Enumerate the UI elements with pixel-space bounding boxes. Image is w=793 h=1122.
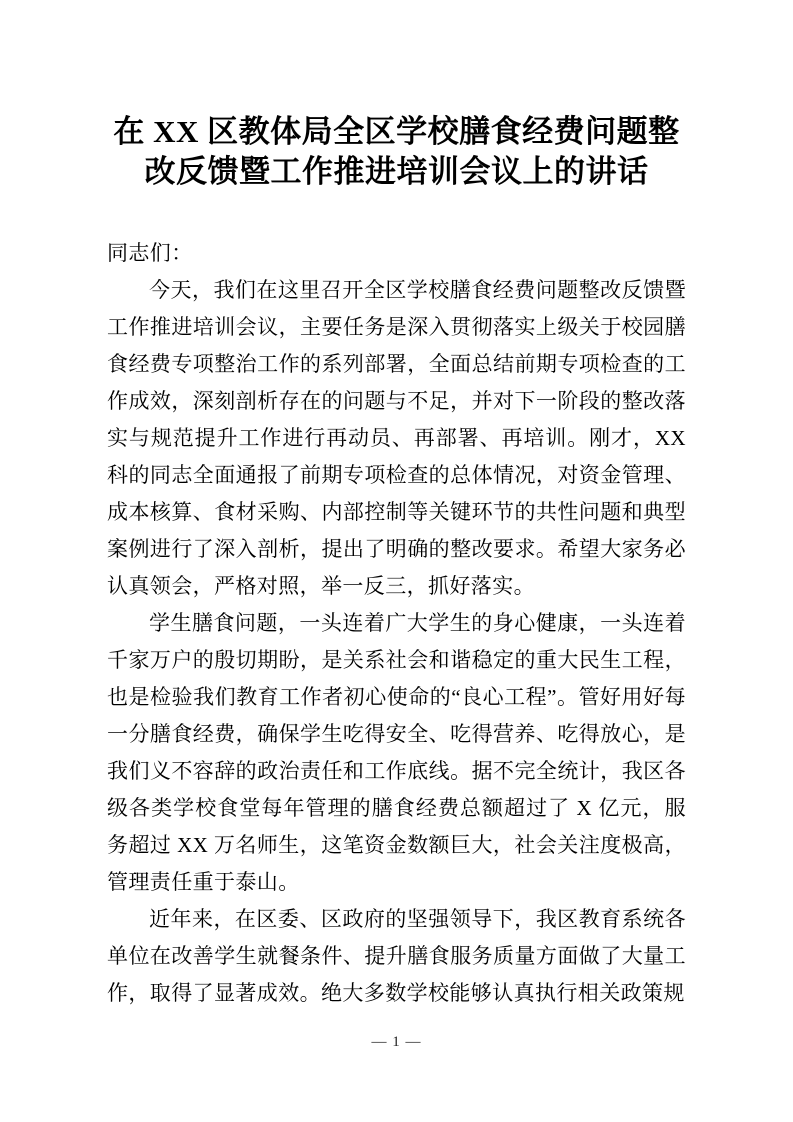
document-title — [107, 112, 686, 192]
salutation: 同志们： — [107, 241, 193, 265]
paragraph-1: 今天，我们在这里召开全区学校膳食经费问题整改反馈暨工作推进培训会议，主要任务是深入贯彻落实上级关于校园膳食经费专项整治工作的系列部署，全面总结前期专项检查的工作成效，深刻剖析存在的问题与不足，并对下一阶段的整改落实与规范提升工作进行再动员、再部署、再培训。刚才，XX 科的同志全面通报了前期专项检查的总体情况，对资金管理、成本核算、食材采购、内部控制等关键环节的共性问题和典型案例进行了深入剖析，提出了明确的整改要求。希望大家务必认真领会，严格对照，举一反三，抓好落实。 — [107, 278, 686, 598]
paragraph-3: 近年来，在区委、区政府的坚强领导下，我区教育系统各单位在改善学生就餐条件、提升膳食服务质量方面做了大量工作，取得了显著成效。绝大多数学校能够认真执行相关政策规 — [107, 907, 686, 1005]
title-line-1: 在 XX 区教体局全区学校膳食经费问题整 — [113, 114, 680, 149]
document-body — [107, 235, 686, 1012]
title-line-2: 改反馈暨工作推进培训会议上的讲话 — [144, 154, 649, 189]
page-number: — 1 — — [371, 1034, 422, 1050]
paragraph-2: 学生膳食问题，一头连着广大学生的身心健康，一头连着千家万户的殷切期盼，是关系社会和谐稳定的重大民生工程，也是检验我们教育工作者初心使命的“良心工程”。管好用好每一分膳食经费，确保学生吃得安全、吃得营养、吃得放心，是我们义不容辞的政治责任和工作底线。据不完全统计，我区各级各类学校食堂每年管理的膳食经费总额超过了 X 亿元，服务超过 XX 万名师生，这笔资金数额巨大，社会关注度极高，管理责任重于泰山。 — [107, 611, 686, 894]
